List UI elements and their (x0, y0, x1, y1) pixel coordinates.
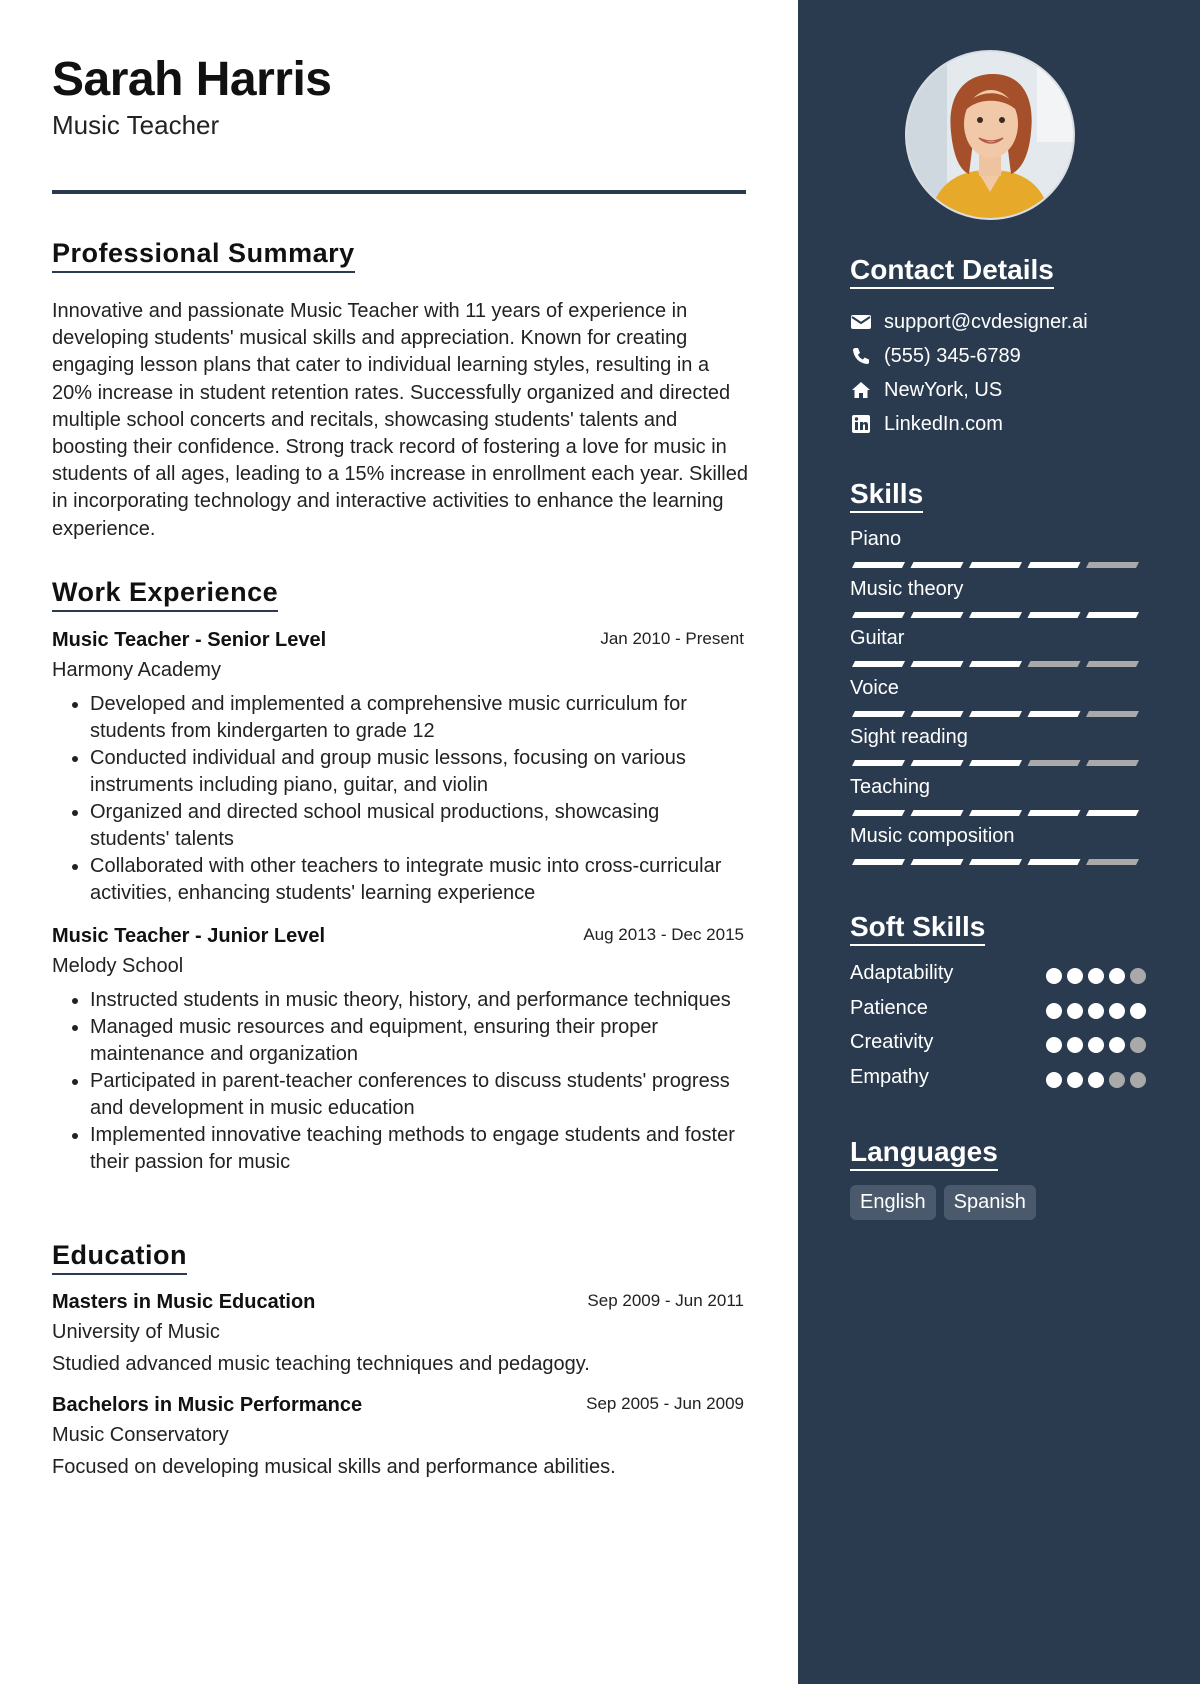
skill-segment-empty (1028, 760, 1081, 766)
bullet-item: • Participated in parent-teacher conferences to discuss students' progress and development in music education (90, 1068, 744, 1122)
soft-skills-heading: Soft Skills (850, 911, 985, 946)
skill-level-bar (852, 857, 1147, 867)
rating-dot-empty (1130, 968, 1146, 984)
candidate-title: Music Teacher (52, 110, 220, 140)
skill-segment-filled (852, 612, 905, 618)
contact-list (850, 305, 1170, 441)
home-icon (850, 379, 872, 401)
skill-segment-filled (911, 711, 964, 717)
soft-skills-list (850, 962, 1146, 1101)
soft-skill-name: Adaptability (850, 962, 954, 984)
skill-segment-filled (1028, 810, 1081, 816)
skill-segment-empty (1086, 562, 1139, 568)
soft-skill-name: Patience (850, 996, 928, 1019)
skill-item (850, 578, 1146, 628)
skill-segment-empty (1086, 760, 1139, 766)
soft-skill-item (850, 962, 1146, 997)
skill-segment-empty (1086, 711, 1139, 717)
envelope-icon (850, 311, 872, 333)
skill-segment-filled (969, 661, 1022, 667)
profile-photo (905, 50, 1075, 220)
skill-segment-filled (911, 859, 964, 865)
header-divider (52, 190, 746, 194)
skill-segment-filled (1028, 562, 1081, 568)
job-dates: Jan 2010 - Present (600, 629, 744, 648)
skill-name: Music composition (850, 825, 1015, 847)
work-heading: Work Experience (52, 577, 278, 612)
skill-item (850, 776, 1146, 826)
rating-dot-filled (1109, 968, 1125, 984)
school-name: Music Conservatory (52, 1424, 229, 1446)
skill-segment-filled (911, 612, 964, 618)
skill-level-bar (852, 758, 1147, 768)
skill-item (850, 677, 1146, 727)
contact-item (850, 339, 1170, 373)
bullet-item: • Conducted individual and group music lessons, focusing on various instruments including piano, guitar, and violin (90, 745, 744, 799)
bullet-item: • Instructed students in music theory, history, and performance techniques (90, 987, 744, 1014)
soft-skill-item (850, 1066, 1146, 1101)
skill-segment-filled (852, 562, 905, 568)
rating-dot-empty (1130, 1037, 1146, 1053)
languages-heading: Languages (850, 1136, 998, 1171)
job-entry (52, 925, 744, 1176)
rating-dot-filled (1046, 1072, 1062, 1088)
skill-segment-empty (1086, 859, 1139, 865)
skill-segment-filled (852, 859, 905, 865)
rating-dot-filled (1067, 1037, 1083, 1053)
skill-name: Piano (850, 528, 902, 550)
soft-skill-item (850, 997, 1146, 1032)
soft-skill-rating (1046, 1072, 1146, 1088)
rating-dot-filled (1109, 1037, 1125, 1053)
rating-dot-filled (1088, 1037, 1104, 1053)
degree-title: Masters in Music Education (52, 1291, 316, 1313)
rating-dot-filled (1046, 1037, 1062, 1053)
linkedin-icon (850, 413, 872, 435)
skill-name: Guitar (850, 627, 905, 649)
degree-title: Bachelors in Music Performance (52, 1394, 363, 1416)
rating-dot-filled (1088, 1003, 1104, 1019)
contact-linkedin[interactable]: LinkedIn.com (884, 412, 1003, 435)
skill-segment-filled (852, 760, 905, 766)
bullet-item: • Managed music resources and equipment, ensuring their proper maintenance and organization (90, 1014, 744, 1068)
bullet-item: • Developed and implemented a comprehensive music curriculum for students from kindergarten to grade 12 (90, 691, 744, 745)
bullet-item: • Organized and directed school musical productions, showcasing students' talents (90, 799, 744, 853)
skill-segment-filled (1086, 810, 1139, 816)
skills-heading: Skills (850, 478, 923, 513)
skill-item (850, 726, 1146, 776)
skill-segment-filled (852, 810, 905, 816)
soft-skill-name: Empathy (850, 1066, 929, 1089)
education-dates: Sep 2009 - Jun 2011 (587, 1291, 744, 1310)
summary-heading: Professional Summary (52, 238, 355, 273)
language-tag: English (850, 1185, 936, 1220)
rating-dot-filled (1046, 968, 1062, 984)
soft-skill-name: Creativity (850, 1031, 934, 1054)
soft-skill-item (850, 1031, 1146, 1066)
candidate-name: Sarah Harris (52, 53, 332, 106)
language-tag: Spanish (944, 1185, 1036, 1220)
skill-level-bar (852, 659, 1147, 669)
job-bullets (52, 691, 744, 907)
skill-item (850, 627, 1146, 677)
rating-dot-filled (1088, 1072, 1104, 1088)
skill-segment-filled (852, 661, 905, 667)
phone-icon (850, 345, 872, 367)
skill-segment-filled (1028, 612, 1081, 618)
skill-segment-filled (1028, 859, 1081, 865)
skill-item (850, 528, 1146, 578)
skill-name: Teaching (850, 775, 931, 798)
rating-dot-filled (1046, 1003, 1062, 1019)
soft-skill-rating (1046, 968, 1146, 984)
bullet-item: • Implemented innovative teaching methods to engage students and foster their passion for music (90, 1122, 744, 1176)
rating-dot-filled (1067, 1003, 1083, 1019)
skill-name: Music theory (850, 577, 964, 600)
skill-segment-filled (1086, 612, 1139, 618)
contact-phone[interactable]: (555) 345-6789 (884, 344, 1021, 367)
skill-segment-filled (969, 612, 1022, 618)
contact-email[interactable]: support@cvdesigner.ai (884, 310, 1088, 333)
education-description: Studied advanced music teaching techniques and pedagogy. (52, 1353, 590, 1375)
skill-level-bar (852, 610, 1147, 620)
contact-location: NewYork, US (884, 378, 1003, 401)
skill-level-bar (852, 709, 1147, 719)
skill-segment-filled (969, 760, 1022, 766)
skill-name: Sight reading (850, 726, 968, 748)
skill-segment-filled (969, 562, 1022, 568)
summary-text: Innovative and passionate Music Teacher with 11 years of experience in developing students' musical skills and appreciation. Known for creating engaging lesson plans that cater to individual learning styles, resulting in a 20% increase in student retention rates. Successfully organized and directed multiple school concerts and recitals, showcasing students' talents and boosting their confidence. Strong track record of fostering a love for music in students of all ages, leading to a 15% increase in enrollment each year. Skilled in incorporating technology and interactive activities to enhance the learning experience. (52, 300, 748, 540)
rating-dot-filled (1130, 1003, 1146, 1019)
education-dates: Sep 2005 - Jun 2009 (586, 1394, 744, 1413)
job-title: Music Teacher - Senior Level (52, 629, 327, 651)
job-organization: Melody School (52, 955, 184, 977)
education-entry (52, 1394, 744, 1479)
job-title: Music Teacher - Junior Level (52, 925, 326, 947)
skill-name: Voice (850, 676, 899, 699)
skill-level-bar (852, 808, 1147, 818)
soft-skill-rating (1046, 1037, 1146, 1053)
rating-dot-filled (1067, 968, 1083, 984)
skill-segment-filled (969, 859, 1022, 865)
skill-segment-filled (911, 661, 964, 667)
skill-segment-empty (1028, 661, 1081, 667)
skill-segment-filled (1028, 711, 1081, 717)
contact-item (850, 305, 1170, 339)
soft-skill-rating (1046, 1003, 1146, 1019)
skill-segment-filled (911, 760, 964, 766)
skill-segment-filled (911, 810, 964, 816)
skill-segment-filled (911, 562, 964, 568)
education-entry (52, 1291, 744, 1376)
skill-segment-filled (969, 810, 1022, 816)
school-name: University of Music (52, 1321, 220, 1343)
sidebar (798, 0, 1200, 1684)
languages-list (850, 1185, 1036, 1220)
contact-heading: Contact Details (850, 254, 1054, 289)
skill-item (850, 825, 1146, 875)
skills-list (850, 528, 1146, 875)
rating-dot-empty (1109, 1072, 1125, 1088)
rating-dot-empty (1130, 1072, 1146, 1088)
job-entry (52, 629, 744, 907)
skill-level-bar (852, 560, 1147, 570)
contact-item (850, 373, 1170, 407)
education-description: Focused on developing musical skills and performance abilities. (52, 1456, 616, 1478)
job-organization: Harmony Academy (52, 659, 221, 681)
skill-segment-empty (1086, 661, 1139, 667)
skill-segment-filled (852, 711, 905, 717)
skill-segment-filled (969, 711, 1022, 717)
job-dates: Aug 2013 - Dec 2015 (583, 925, 744, 944)
rating-dot-filled (1067, 1072, 1083, 1088)
education-heading: Education (52, 1240, 187, 1275)
job-bullets (52, 987, 744, 1176)
rating-dot-filled (1109, 1003, 1125, 1019)
contact-item (850, 407, 1170, 441)
bullet-item: • Collaborated with other teachers to integrate music into cross-curricular activities, enhancing students' learning experience (90, 853, 744, 907)
rating-dot-filled (1088, 968, 1104, 984)
